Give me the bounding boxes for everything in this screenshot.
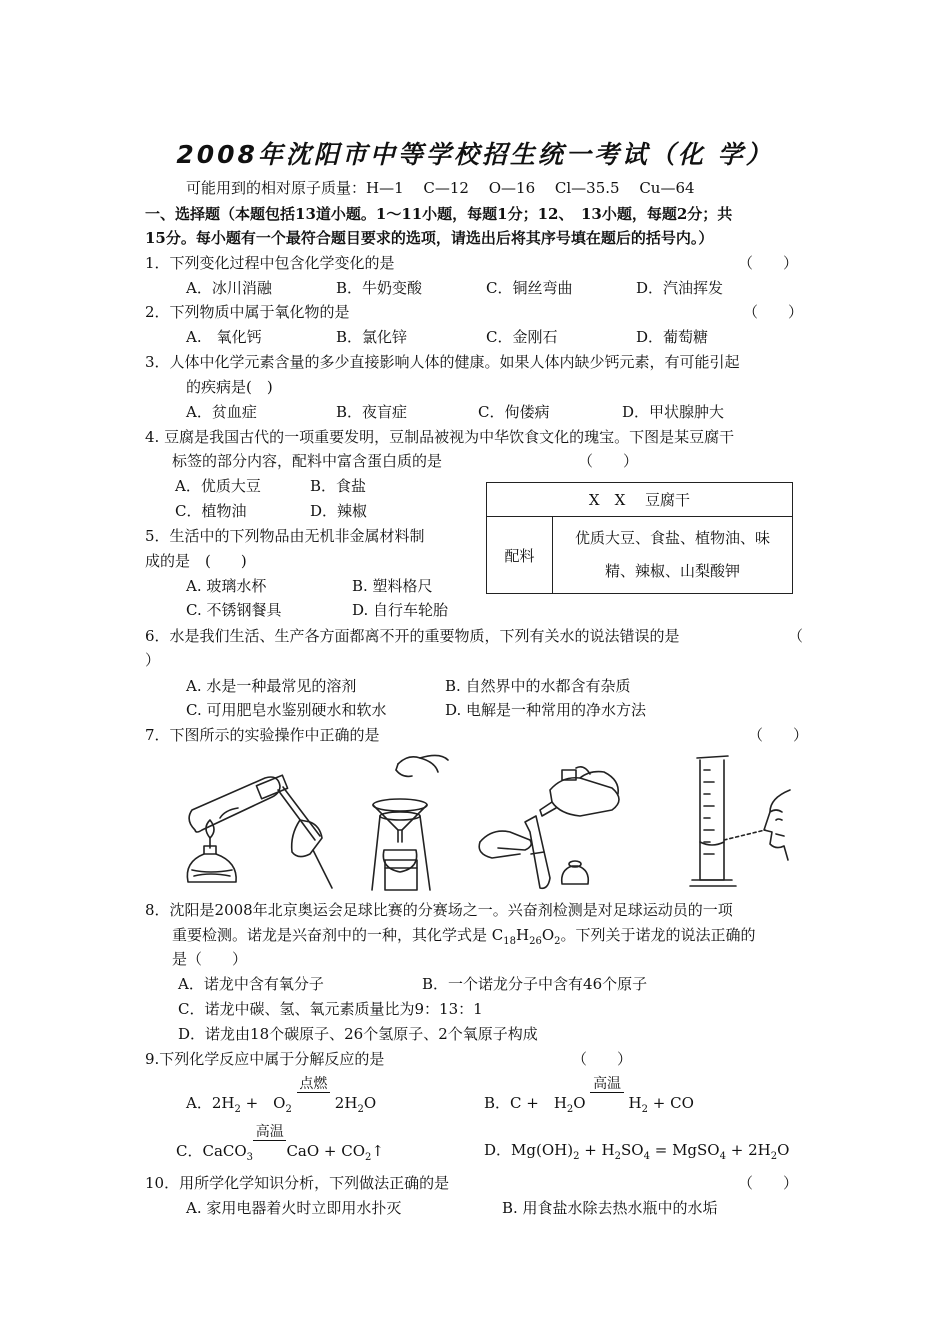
q3-option-c: C．佝偻病 [478,403,550,421]
q10-option-b: B. 用食盐水除去热水瓶中的水垢 [502,1199,718,1217]
q9-option-c: C．CaCO$_3$ 高温 CaO + $CO_2↑$ [176,1124,384,1163]
q9-option-d: D．$Mg(OH)_2 + H_2SO_4$ = MgSO$_4$ + $2H_2O$ [484,1141,790,1162]
ingredients-line2: 精、辣椒、山梨酸钾 [604,562,740,580]
filtration-illustration [372,755,448,890]
q8-stem-line1: 8．沈阳是2008年北京奥运会足球比赛的分赛场之一。兴奋剂检测是对足球运动员的一项 [145,901,733,919]
pouring-liquid-illustration [479,767,619,888]
atomic-masses: 可能用到的相对原子质量：H—1 C—12 O—16 Cl—35.5 Cu—64 [186,179,695,197]
q8-stem-line2-text: 重要检测。诺龙是兴奋剂中的一种，其化学式是 C [172,926,504,944]
q1-option-c: C．铜丝弯曲 [486,279,573,297]
section-heading-line2: 15分。每小题有一个最符合题目要求的选项，请选出后将其序号填在题后的括号内。） [145,229,714,247]
q1-stem: 1．下列变化过程中包含化学变化的是 [145,254,395,272]
q6-paren-close: ） [145,651,161,669]
label-table-header: X X 豆腐干 [487,483,793,517]
q10-stem: 10．用所学化学知识分析，下列做法正确的是 [145,1174,450,1192]
lab-operations-figure [180,750,800,892]
q9-b-condition: 高温 [593,1076,622,1092]
q6-option-d: D. 电解是一种常用的净水方法 [445,701,647,719]
q9-a-condition: 点燃 [299,1076,328,1092]
reading-cylinder-illustration [690,756,790,886]
q4-answer-paren: （ ） [578,452,639,470]
q3-stem-line1: 3．人体中化学元素含量的多少直接影响人体的健康。如果人体内缺少钙元素，有可能引起 [145,353,740,371]
label-table-row-label: 配料 [487,517,553,594]
q8-stem-line2: 重要检测。诺龙是兴奋剂中的一种，其化学式是 $C_{18}H_{26}O_2$。下列关于诺龙的说法正确的 [172,926,756,947]
ingredients-line1: 优质大豆、食盐、植物油、味 [574,529,770,547]
q5-option-c: C. 不锈钢餐具 [186,601,282,619]
q2-answer-paren: （ ） [743,303,804,321]
q1-option-d: D．汽油挥发 [636,279,724,297]
section-heading-line1: 一、选择题（本题包括13道小题。1～11小题，每题1分；12、 13小题，每题2分；共 [145,205,733,223]
q5-option-d: D. 自行车轮胎 [352,601,449,619]
q5-option-b: B. 塑料格尺 [352,577,433,595]
q2-option-a: A. 氧化钙 [186,328,262,346]
q8-option-a: A．诺龙中含有氧分子 [178,975,324,993]
q9-option-a: A．$2H_2$ + $O_2$ 点燃 $2H_2O$ [186,1076,377,1115]
q4-option-d: D．辣椒 [310,502,368,520]
q9-c-condition: 高温 [255,1124,284,1140]
q3-option-b: B．夜盲症 [336,403,408,421]
q1-option-a: A．冰川消融 [186,279,272,297]
q8-option-b: B．一个诺龙分子中含有46个原子 [422,975,648,993]
q3-option-a: A．贫血症 [186,403,257,421]
heating-test-tube-illustration [187,775,332,888]
q4-stem-line2: 标签的部分内容，配料中富含蛋白质的是 [172,452,443,470]
q1-option-b: B．牛奶变酸 [336,279,423,297]
q5-option-a: A. 玻璃水杯 [186,577,267,595]
q2-option-d: D．葡萄糖 [636,328,709,346]
q2-stem: 2．下列物质中属于氧化物的是 [145,303,350,321]
q8-option-c: C．诺龙中碳、氢、氧元素质量比为9：13：1 [178,1000,483,1018]
q4-stem-line1: 4. 豆腐是我国古代的一项重要发明，豆制品被视为中华饮食文化的瑰宝。下图是某豆腐干 [145,428,735,446]
q5-stem-line2: 成的是 ( ) [145,552,247,570]
q7-answer-paren: （ ） [748,726,809,744]
label-table-ingredients [553,517,793,594]
q7-stem: 7．下图所示的实验操作中正确的是 [145,726,380,744]
q9-option-b: B．C + $H_2O$ 高温 $H_2$ + CO [484,1076,694,1115]
q6-stem: 6．水是我们生活、生产各方面都离不开的重要物质，下列有关水的说法错误的是 [145,627,680,645]
q3-option-d: D．甲状腺肿大 [622,403,725,421]
q8-option-d: D．诺龙由18个碳原子、26个氢原子、2个氧原子构成 [178,1025,538,1043]
q9-stem: 9.下列化学反应中属于分解反应的是 [145,1050,385,1068]
q6-paren-open: （ [788,627,804,645]
q4-option-c: C．植物油 [175,502,247,520]
q6-option-c: C. 可用肥皂水鉴别硬水和软水 [186,701,387,719]
q8-stem-line2-tail: 。下列关于诺龙的说法正确的 [560,926,756,944]
q1-answer-paren: （ ） [738,254,799,272]
page-title: 2008年沈阳市中等学校招生统一考试（化 学） [176,140,774,169]
q10-answer-paren: （ ） [738,1174,799,1192]
q6-option-a: A. 水是一种最常见的溶剂 [186,677,357,695]
q6-option-b: B. 自然界中的水都含有杂质 [445,677,631,695]
q4-option-a: A．优质大豆 [175,477,261,495]
q2-option-b: B．氯化锌 [336,328,408,346]
tofu-label-table [486,482,793,594]
q8-stem-line3: 是（ ） [172,950,248,968]
q3-stem-line2: 的疾病是( ) [186,378,273,396]
q9-answer-paren: （ ） [572,1050,633,1068]
q4-option-b: B．食盐 [310,477,367,495]
q5-stem-line1: 5．生活中的下列物品由无机非金属材料制 [145,527,425,545]
q10-option-a: A. 家用电器着火时立即用水扑灭 [186,1199,402,1217]
q2-option-c: C．金刚石 [486,328,558,346]
